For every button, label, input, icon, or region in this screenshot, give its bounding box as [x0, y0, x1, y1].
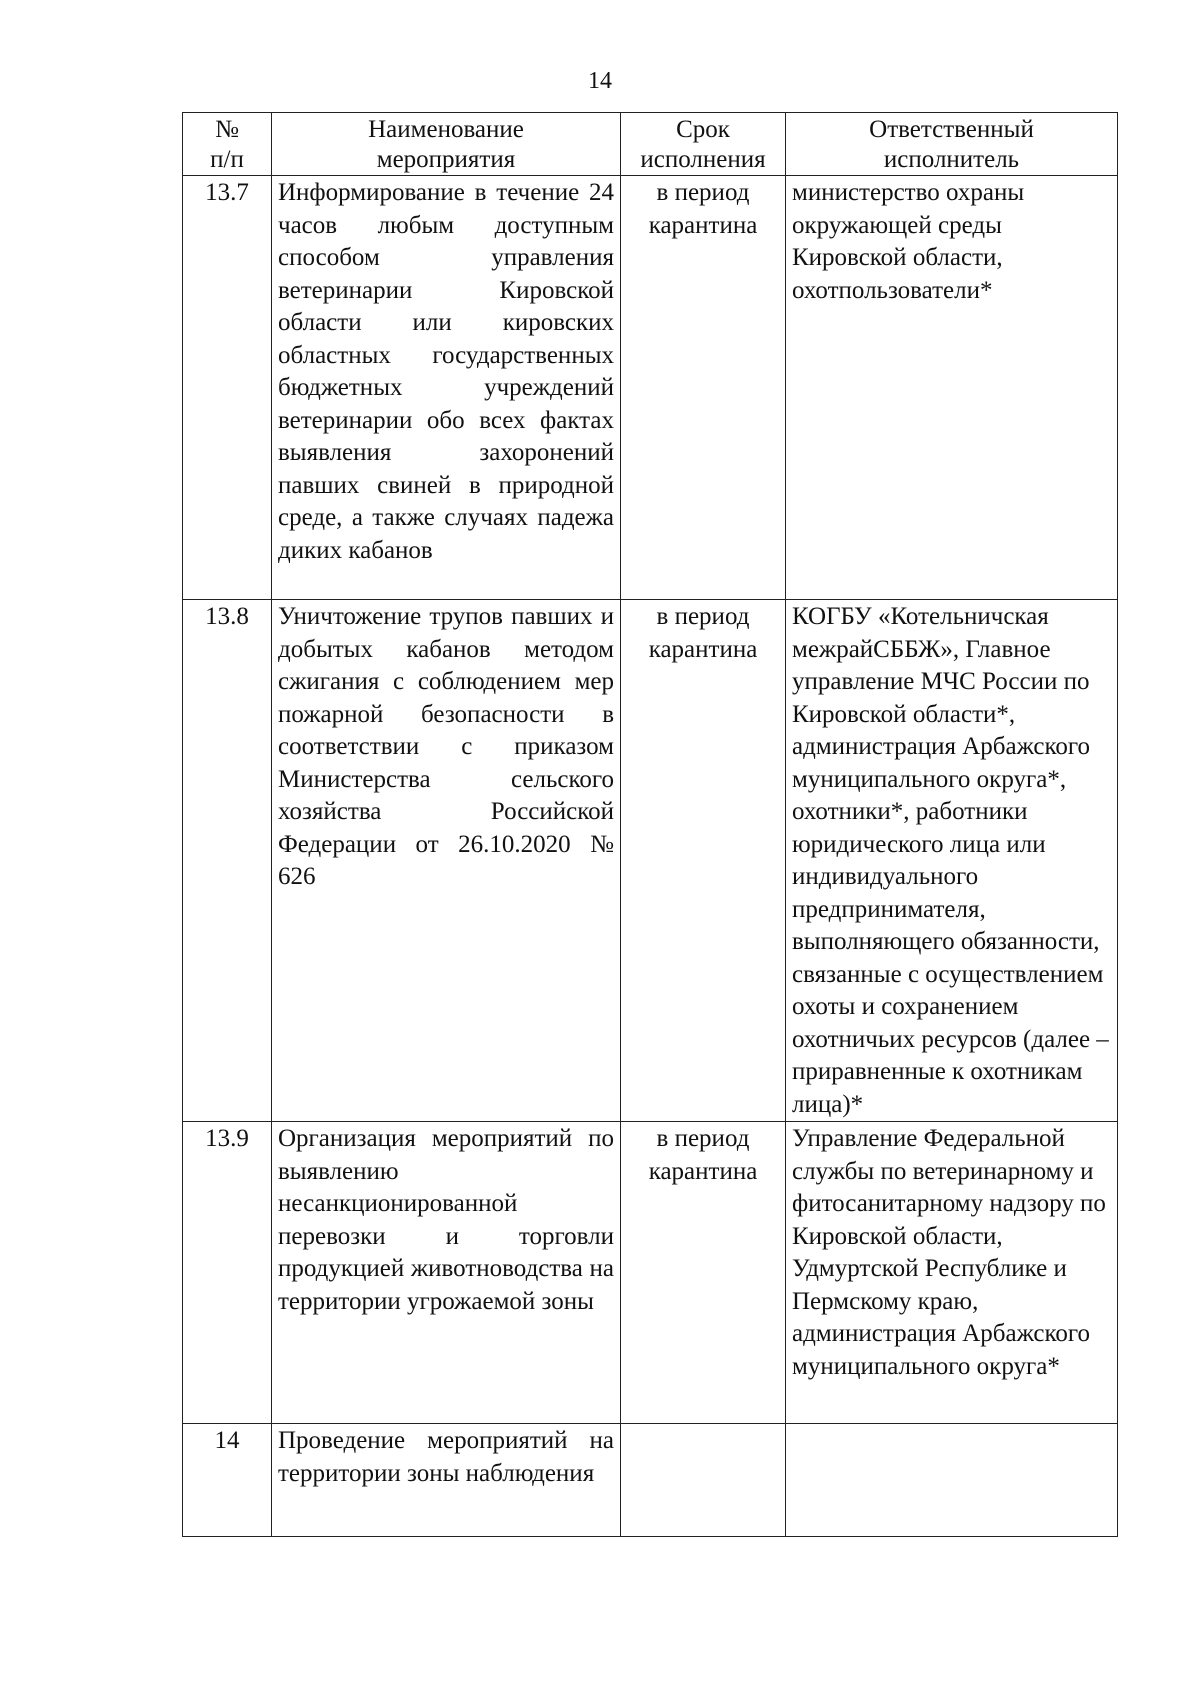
header-responsible	[786, 113, 1118, 176]
table-row	[183, 1122, 1118, 1424]
measure-responsible	[786, 1424, 1118, 1537]
header-responsible-line1: Ответственный	[869, 116, 1034, 143]
measure-name: Уничтожение трупов павших и добытых кабанов методом сжигания с соблюдением мер пожарной безопасности в соответствии с приказом Министерства сельского хозяйства Российской Федерации от 26.10.2020 № 626	[272, 600, 621, 1122]
table-row	[183, 176, 1118, 600]
measure-term	[621, 1424, 786, 1537]
row-number: 13.9	[183, 1122, 272, 1424]
table-header-row	[183, 113, 1118, 176]
table-row	[183, 600, 1118, 1122]
header-name	[272, 113, 621, 176]
measure-name: Проведение мероприятий на территории зоны наблюдения	[272, 1424, 621, 1537]
measure-responsible: КОГБУ «Котельничская межрайСББЖ», Главное управление МЧС России по Кировской области*, администрация Арбажского муниципального округа*, охотники*, работники юридического лица или индивидуального предпринимателя, выполняющего обязанности, связанные с осуществлением охоты и сохранением охотничьих ресурсов (далее – приравненные к охотникам лица)*	[786, 600, 1118, 1122]
header-term	[621, 113, 786, 176]
header-num-line2: п/п	[210, 146, 244, 173]
row-number: 13.8	[183, 600, 272, 1122]
measure-name: Организация мероприятий по выявлению несанкционированной перевозки и торговли продукцией животноводства на территории угрожаемой зоны	[272, 1122, 621, 1424]
header-term-line1: Срок	[676, 116, 730, 143]
row-number: 13.7	[183, 176, 272, 600]
header-num-line1: №	[215, 116, 239, 143]
header-responsible-line2: исполнитель	[883, 146, 1020, 173]
measure-term: в период карантина	[621, 600, 786, 1122]
table-row	[183, 1424, 1118, 1537]
measures-table	[182, 112, 1118, 1537]
header-name-line2: мероприятия	[376, 146, 516, 173]
header-num	[183, 113, 272, 176]
measure-responsible: министерство охраны окружающей среды Кировской области, охотпользователи*	[786, 176, 1118, 600]
header-term-line2: исполнения	[640, 146, 766, 173]
measure-term: в период карантина	[621, 176, 786, 600]
measure-term: в период карантина	[621, 1122, 786, 1424]
header-name-line1: Наименование	[368, 116, 524, 143]
measure-name: Информирование в течение 24 часов любым доступным способом управления ветеринарии Кировской области или кировских областных государственных бюджетных учреждений ветеринарии обо всех фактах выявления захоронений павших свиней в природной среде, а также случаях падежа диких кабанов	[272, 176, 621, 600]
page-number: 14	[588, 68, 612, 94]
measure-responsible: Управление Федеральной службы по ветеринарному и фитосанитарному надзору по Кировской области, Удмуртской Республике и Пермскому краю, администрация Арбажского муниципального округа*	[786, 1122, 1118, 1424]
row-number: 14	[183, 1424, 272, 1537]
